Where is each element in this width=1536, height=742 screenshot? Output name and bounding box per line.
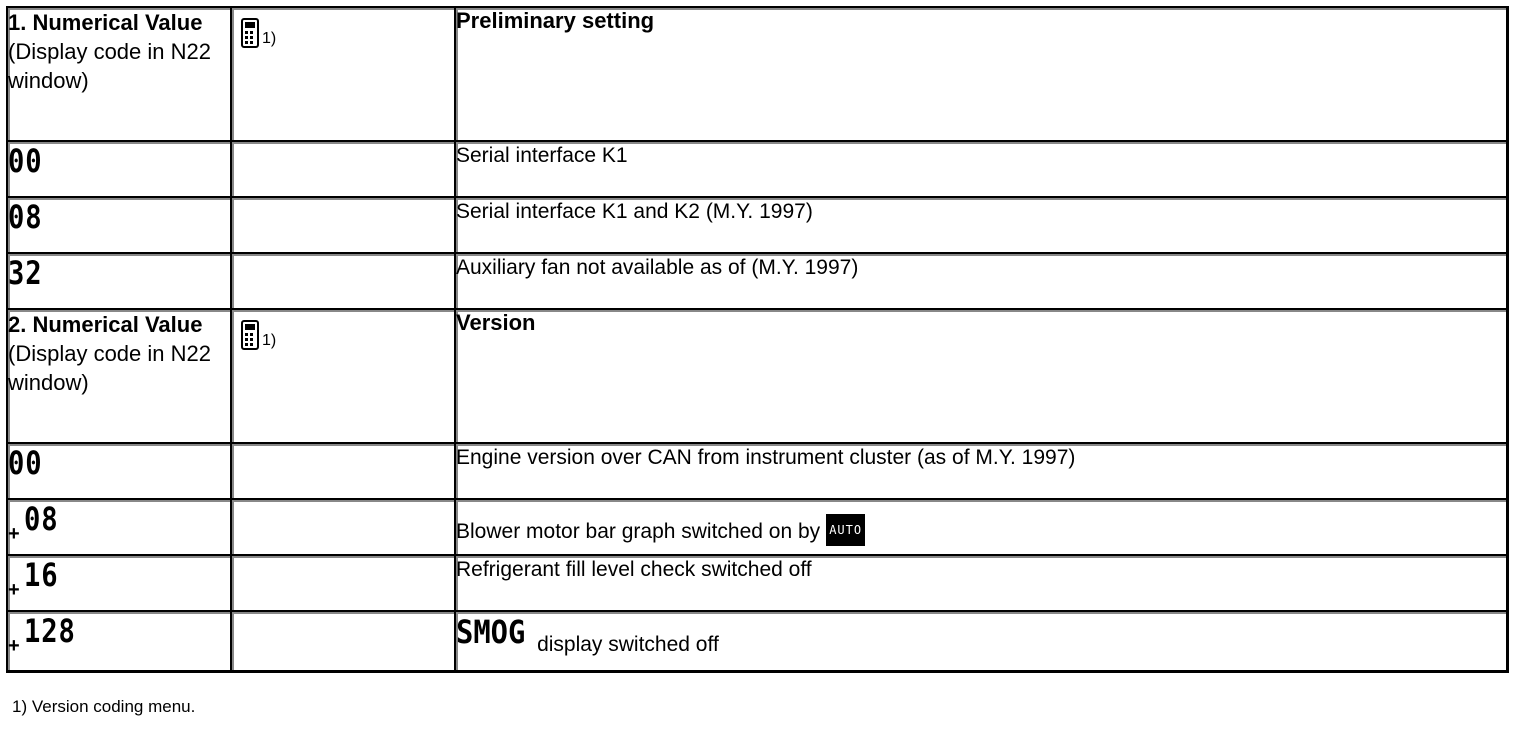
code-cell (7, 611, 231, 671)
empty-cell (231, 499, 455, 555)
code-cell (7, 555, 231, 611)
table-row (7, 555, 1507, 611)
description-cell (455, 499, 1507, 555)
empty-cell (231, 443, 455, 499)
code-cell (7, 253, 231, 309)
section2-icon-note: 1) (262, 332, 277, 349)
section1-heading-bold: 1. Numerical Value (8, 10, 203, 35)
empty-cell (231, 141, 455, 197)
smog-display-text: SMOG (456, 613, 526, 651)
plus-prefix: + (8, 635, 20, 657)
plus-prefix: + (8, 523, 20, 545)
code-cell (7, 499, 231, 555)
section2-title: Version (455, 309, 1507, 443)
section1-header-row (7, 7, 1507, 141)
description-cell: Serial interface K1 (455, 141, 1507, 197)
code-cell (7, 141, 231, 197)
section2-header-row (7, 309, 1507, 443)
coding-menu-icon (240, 18, 260, 48)
empty-cell (231, 253, 455, 309)
section1-icon-note: 1) (262, 30, 277, 47)
description-text: display switched off (537, 633, 719, 656)
description-text: Blower motor bar graph switched on by (456, 520, 821, 543)
empty-cell (231, 197, 455, 253)
table-row (7, 443, 1507, 499)
coding-menu-icon (240, 320, 260, 350)
display-code: 32 (8, 254, 43, 292)
section1-title: Preliminary setting (455, 7, 1507, 141)
auto-button-icon: AUTO (826, 514, 865, 546)
section2-heading (7, 309, 231, 443)
display-code: 00 (8, 142, 43, 180)
display-code: 00 (8, 444, 43, 482)
section1-heading (7, 7, 231, 141)
empty-cell (231, 555, 455, 611)
description-cell (455, 611, 1507, 671)
table-row (7, 141, 1507, 197)
table-row (7, 611, 1507, 671)
description-cell: Refrigerant fill level check switched off (455, 555, 1507, 611)
description-cell: Serial interface K1 and K2 (M.Y. 1997) (455, 197, 1507, 253)
empty-cell (231, 611, 455, 671)
coding-table (6, 6, 1509, 673)
display-code: 16 (23, 556, 59, 594)
section2-heading-rest: (Display code in N22 window) (8, 341, 211, 395)
description-cell: Engine version over CAN from instrument cluster (as of M.Y. 1997) (455, 443, 1507, 499)
display-code: 08 (23, 500, 59, 538)
plus-prefix: + (8, 579, 20, 601)
section1-heading-rest: (Display code in N22 window) (8, 39, 211, 93)
footnote: 1) Version coding menu. (12, 697, 196, 716)
section2-icon-cell (231, 309, 455, 443)
display-code: 128 (23, 612, 76, 650)
display-code: 08 (8, 198, 43, 236)
table-row (7, 499, 1507, 555)
section2-heading-bold: 2. Numerical Value (8, 312, 203, 337)
section1-icon-cell (231, 7, 455, 141)
table-row (7, 197, 1507, 253)
code-cell (7, 197, 231, 253)
table-row (7, 253, 1507, 309)
description-cell: Auxiliary fan not available as of (M.Y. 1997) (455, 253, 1507, 309)
code-cell (7, 443, 231, 499)
